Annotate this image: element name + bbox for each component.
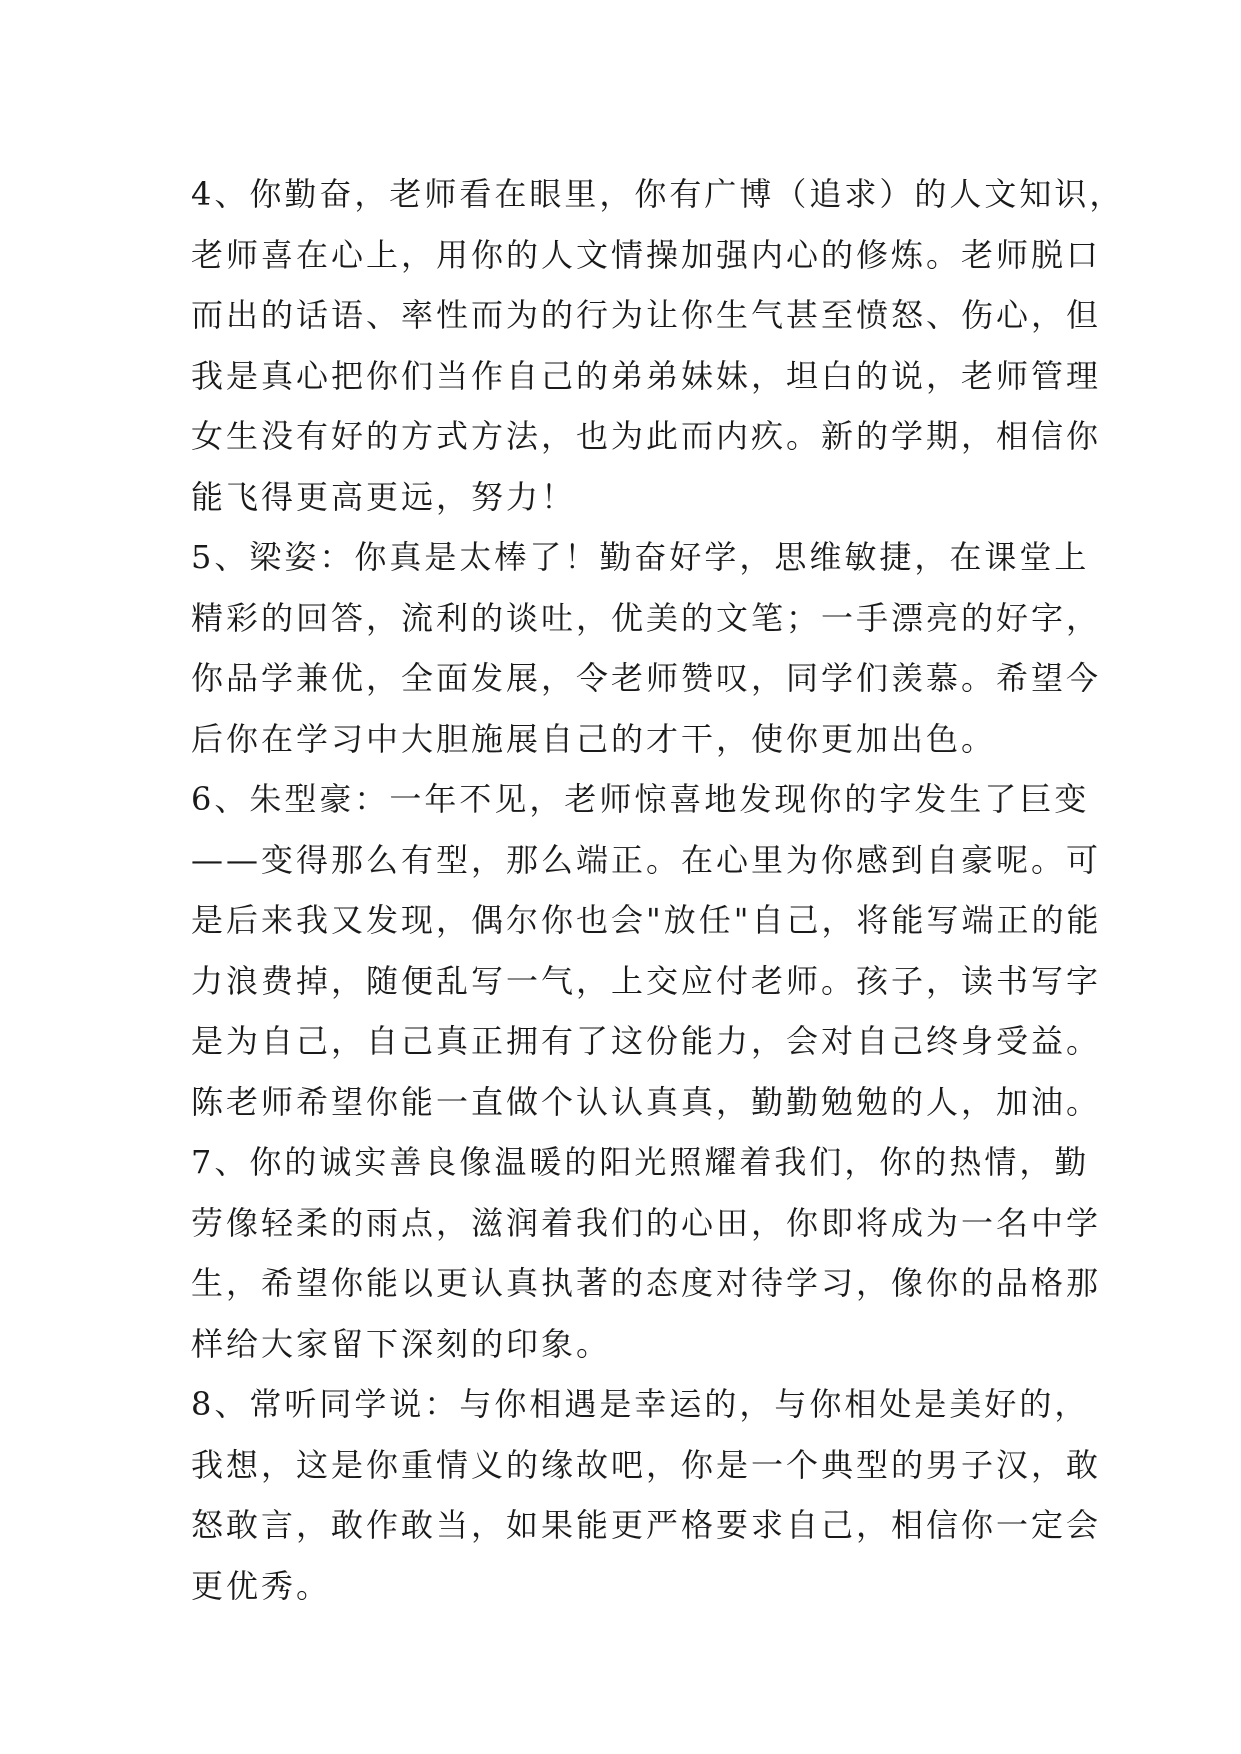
- text-line: 精彩的回答，流利的谈吐，优美的文笔；一手漂亮的好字，: [191, 598, 1102, 637]
- text-line: 是为自己，自己真正拥有了这份能力，会对自己终身受益。: [191, 1022, 1102, 1060]
- text-line: 是后来我又发现，偶尔你也会"放任"自己，将能写端正的能: [191, 901, 1102, 939]
- text-line: 能飞得更高更远，努力！: [191, 477, 577, 516]
- text-line: 老师喜在心上，用你的人文情操加强内心的修炼。老师脱口: [191, 235, 1102, 274]
- text-line: 力浪费掉，随便乱写一气，上交应付老师。孩子，读书写字: [191, 961, 1102, 1000]
- text-line: ——变得那么有型，那么端正。在心里为你感到自豪呢。可: [191, 840, 1102, 879]
- text-line: 怒敢言，敢作敢当，如果能更严格要求自己，相信你一定会: [191, 1506, 1102, 1544]
- text-line: 女生没有好的方式方法，也为此而内疚。新的学期，相信你: [191, 417, 1102, 455]
- text-line: 你品学兼优，全面发展，令老师赞叹，同学们羡慕。希望今: [191, 659, 1102, 697]
- text-line: 5、梁姿：你真是太棒了！勤奋好学，思维敏捷，在课堂上: [191, 538, 1090, 576]
- text-line: 劳像轻柔的雨点，滋润着我们的心田，你即将成为一名中学: [191, 1203, 1102, 1242]
- text-line: 而出的话语、率性而为的行为让你生气甚至愤怒、伤心，但: [191, 296, 1102, 334]
- text-line: 4、你勤奋，老师看在眼里，你有广博（追求）的人文知识，: [191, 175, 1125, 213]
- document-body: [191, 164, 1125, 1616]
- text-line: 7、你的诚实善良像温暖的阳光照耀着我们，你的热情，勤: [191, 1143, 1090, 1181]
- text-line: 更优秀。: [191, 1566, 332, 1605]
- text-line: 我是真心把你们当作自己的弟弟妹妹，坦白的说，老师管理: [191, 356, 1102, 395]
- text-line: 陈老师希望你能一直做个认认真真，勤勤勉勉的人，加油。: [191, 1082, 1102, 1121]
- text-line: 样给大家留下深刻的印象。: [191, 1324, 612, 1363]
- text-line: 生，希望你能以更认真执著的态度对待学习，像你的品格那: [191, 1264, 1102, 1302]
- text-line: 6、朱型豪：一年不见，老师惊喜地发现你的字发生了巨变: [191, 780, 1090, 818]
- text-line: 我想，这是你重情义的缘故吧，你是一个典型的男子汉，敢: [191, 1445, 1102, 1484]
- text-line: 8、常听同学说：与你相遇是幸运的，与你相处是美好的，: [191, 1385, 1090, 1423]
- text-line: 后你在学习中大胆施展自己的才干，使你更加出色。: [191, 719, 997, 758]
